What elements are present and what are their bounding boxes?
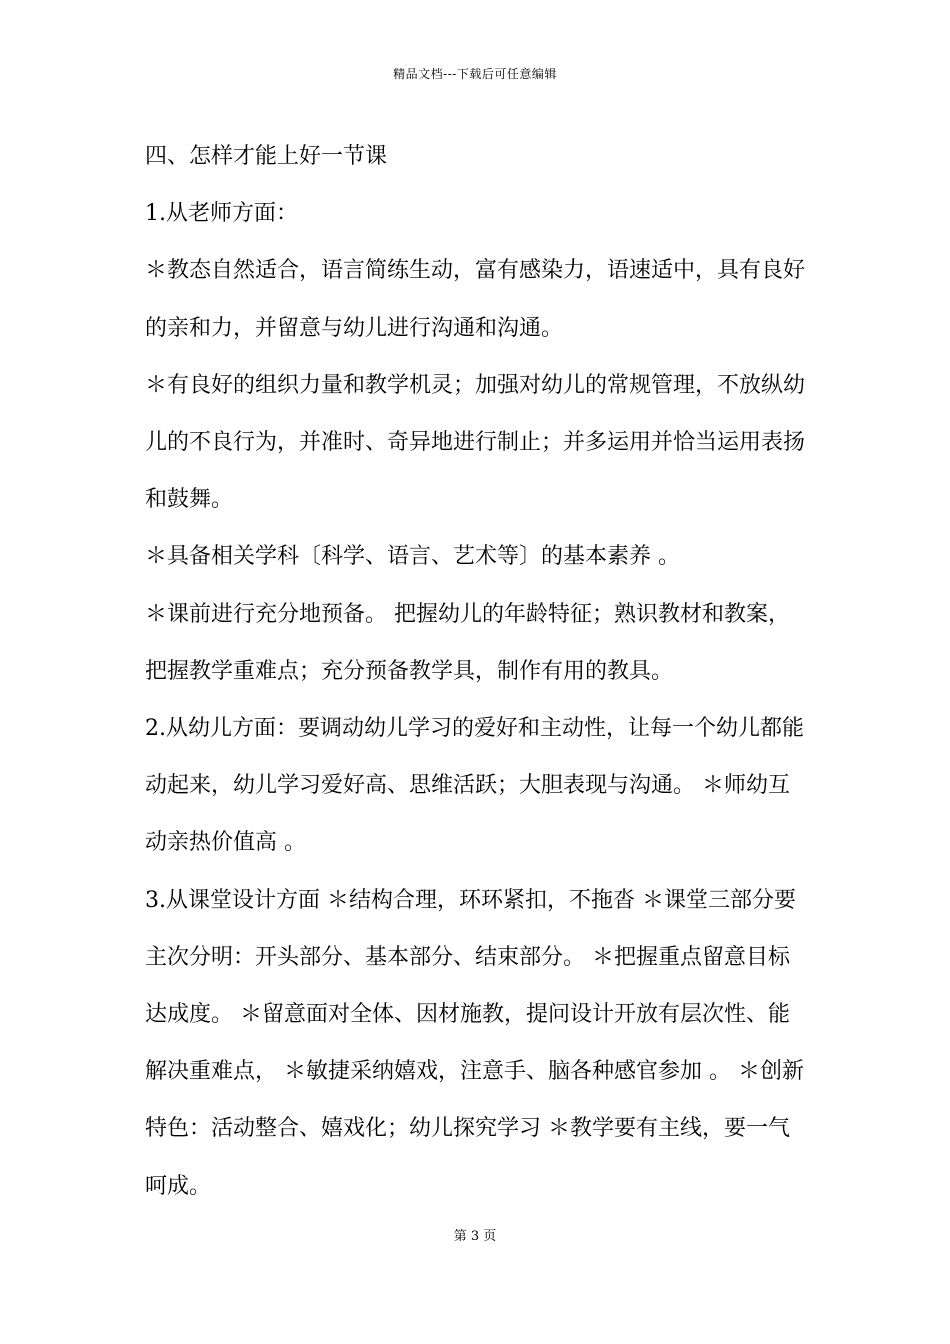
page-header: 精品文档---下载后可任意编辑	[393, 67, 557, 81]
paragraph-classroom-design: 3.从课堂设计方面 ＊结构合理，环环紧扣，不拖沓 ＊课堂三部分要主次分明：开头部分、基本部分、结束部分。 ＊把握重点留意目标达成度。 ＊留意面对全体、因材施教，提问设计开放有层次性、能解决重难点， ＊敏捷采纳嬉戏，注意手、脑各种感官参加 。 ＊创新特色：活动整合、嬉戏化；幼儿探究学习 ＊教学要有主线，要一气呵成。	[145, 887, 804, 1199]
subsection-teacher-heading: 1.从老师方面：	[145, 201, 298, 227]
paragraph-subject-literacy: ＊具备相关学科〔科学、语言、艺术等〕的基本素养 。	[145, 544, 680, 570]
section-heading: 四、怎样才能上好一节课	[145, 144, 388, 169]
paragraph-children-aspect: 2.从幼儿方面：要调动幼儿学习的爱好和主动性，让每一个幼儿都能动起来，幼儿学习爱好高、思维活跃；大胆表现与沟通。 ＊师幼互动亲热价值高 。	[145, 716, 804, 856]
page-number: 第 3 页	[453, 1229, 497, 1244]
paragraph-organization-ability: ＊有良好的组织力量和教学机灵；加强对幼儿的常规管理，不放纵幼儿的不良行为，并准时、奇异地进行制止；并多运用并恰当运用表扬和鼓舞。	[145, 372, 806, 513]
paragraph-teaching-manner: ＊教态自然适合，语言简练生动，富有感染力，语速适中，具有良好的亲和力，并留意与幼儿进行沟通和沟通。	[145, 258, 806, 341]
document-body	[145, 128, 810, 1215]
paragraph-lesson-preparation: ＊课前进行充分地预备。 把握幼儿的年龄特征；熟识教材和教案，把握教学重难点；充分预备教学具，制作有用的教具。	[145, 601, 790, 684]
